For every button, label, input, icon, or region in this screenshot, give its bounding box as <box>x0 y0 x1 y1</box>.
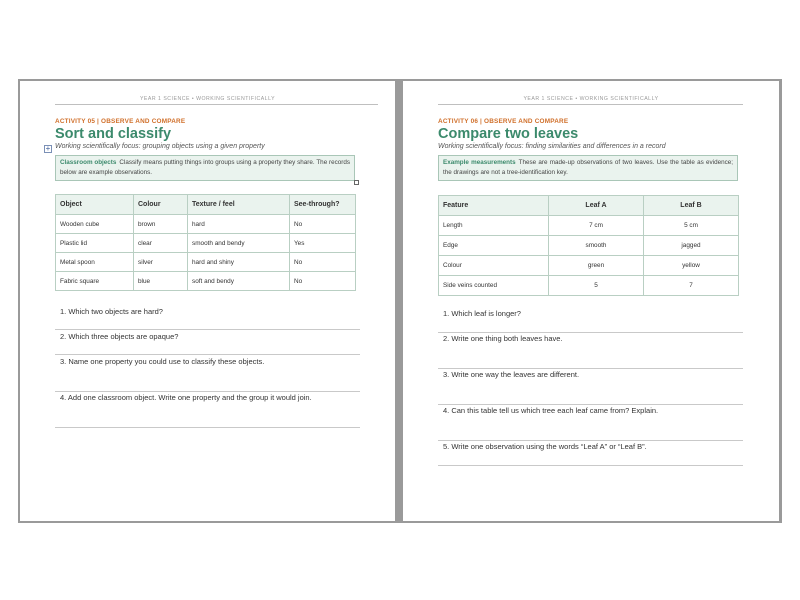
page-subtitle: Working scientifically focus: finding similarities and differences in a record <box>438 143 666 150</box>
page-header: YEAR 1 SCIENCE • WORKING SCIENTIFICALLY <box>139 96 276 102</box>
table-cell[interactable]: jagged <box>644 236 739 256</box>
table-row <box>439 256 739 276</box>
table-row <box>56 253 356 272</box>
page-subtitle: Working scientifically focus: grouping objects using a given property <box>55 143 265 150</box>
document-page-left <box>20 81 395 521</box>
table-cell[interactable]: Wooden cube <box>56 215 134 234</box>
answer-line[interactable] <box>438 440 743 441</box>
table-header-cell: See-through? <box>290 195 356 215</box>
table-cell[interactable]: Plastic lid <box>56 234 134 253</box>
table-header-row <box>439 196 739 216</box>
table-cell[interactable]: smooth <box>549 236 644 256</box>
table-cell[interactable]: soft and bendy <box>188 272 290 291</box>
question-4: 4. Can this table tell us which tree each leaf came from? Explain. <box>443 406 659 415</box>
table-cell[interactable]: Fabric square <box>56 272 134 291</box>
table-cell[interactable]: Side veins counted <box>439 276 549 296</box>
table-cell[interactable]: clear <box>134 234 188 253</box>
question-5: 5. Write one observation using the words “Leaf A” or “Leaf B”. <box>443 442 647 451</box>
table-row <box>439 236 739 256</box>
table-header-cell: Leaf B <box>644 196 739 216</box>
activity-kicker: ACTIVITY 06 | OBSERVE AND COMPARE <box>438 118 569 125</box>
answer-line[interactable] <box>55 354 360 355</box>
table-cell[interactable]: 7 cm <box>549 216 644 236</box>
table-cell[interactable]: yellow <box>644 256 739 276</box>
table-cell[interactable]: Yes <box>290 234 356 253</box>
answer-line[interactable] <box>438 465 743 466</box>
table-cell[interactable]: brown <box>134 215 188 234</box>
page-title: Sort and classify <box>55 126 172 142</box>
table-row <box>56 215 356 234</box>
table-cell[interactable]: 5 cm <box>644 216 739 236</box>
answer-line[interactable] <box>55 329 360 330</box>
header-rule <box>438 104 743 105</box>
activity-kicker: ACTIVITY 05 | OBSERVE AND COMPARE <box>55 118 186 125</box>
table-header-cell: Feature <box>439 196 549 216</box>
table-cell[interactable]: hard <box>188 215 290 234</box>
document-page-right <box>403 81 779 521</box>
table-cell[interactable]: silver <box>134 253 188 272</box>
table-cell[interactable]: green <box>549 256 644 276</box>
table-cell[interactable]: smooth and bendy <box>188 234 290 253</box>
callout-title: Classroom objects <box>60 159 117 166</box>
callout-title: Example measurements <box>443 159 516 166</box>
question-1: 1. Which two objects are hard? <box>60 307 163 316</box>
callout-text: Classify means putting things into groups using a property they share. The records below are example observations. <box>60 159 350 176</box>
objects-table[interactable] <box>55 194 356 291</box>
callout-text: These are made-up observations of two leaves. Use the table as evidence; the drawings are not a tree-identification key. <box>443 159 733 176</box>
table-header-cell: Object <box>56 195 134 215</box>
info-callout <box>438 155 738 181</box>
leaves-table[interactable] <box>438 195 739 296</box>
table-cell[interactable]: No <box>290 253 356 272</box>
table-cell[interactable]: No <box>290 272 356 291</box>
table-row <box>56 272 356 291</box>
question-4: 4. Add one classroom object. Write one property and the group it would join. <box>60 393 312 402</box>
page-header: YEAR 1 SCIENCE • WORKING SCIENTIFICALLY <box>523 96 659 102</box>
resize-handle-icon[interactable] <box>354 180 359 185</box>
table-header-cell: Texture / feel <box>188 195 290 215</box>
table-header-cell: Colour <box>134 195 188 215</box>
table-cell[interactable]: Colour <box>439 256 549 276</box>
answer-line[interactable] <box>438 332 743 333</box>
page-title: Compare two leaves <box>438 126 579 142</box>
table-cell[interactable]: Length <box>439 216 549 236</box>
table-cell[interactable]: No <box>290 215 356 234</box>
question-2: 2. Write one thing both leaves have. <box>443 334 563 343</box>
question-3: 3. Write one way the leaves are different. <box>443 370 580 379</box>
question-2: 2. Which three objects are opaque? <box>60 332 179 341</box>
move-icon[interactable]: + <box>45 144 51 153</box>
table-row <box>439 216 739 236</box>
info-callout <box>55 155 355 181</box>
table-cell[interactable]: Edge <box>439 236 549 256</box>
table-cell[interactable]: blue <box>134 272 188 291</box>
question-1: 1. Which leaf is longer? <box>443 309 521 318</box>
table-row <box>439 276 739 296</box>
answer-line[interactable] <box>55 391 360 392</box>
table-cell[interactable]: 7 <box>644 276 739 296</box>
table-header-row <box>56 195 356 215</box>
table-cell[interactable]: 5 <box>549 276 644 296</box>
table-cell[interactable]: hard and shiny <box>188 253 290 272</box>
table-cell[interactable]: Metal spoon <box>56 253 134 272</box>
answer-line[interactable] <box>55 427 360 428</box>
question-3: 3. Name one property you could use to classify these objects. <box>60 357 265 366</box>
answer-line[interactable] <box>438 368 743 369</box>
header-rule <box>55 104 378 105</box>
answer-line[interactable] <box>438 404 743 405</box>
table-row <box>56 234 356 253</box>
table-header-cell: Leaf A <box>549 196 644 216</box>
